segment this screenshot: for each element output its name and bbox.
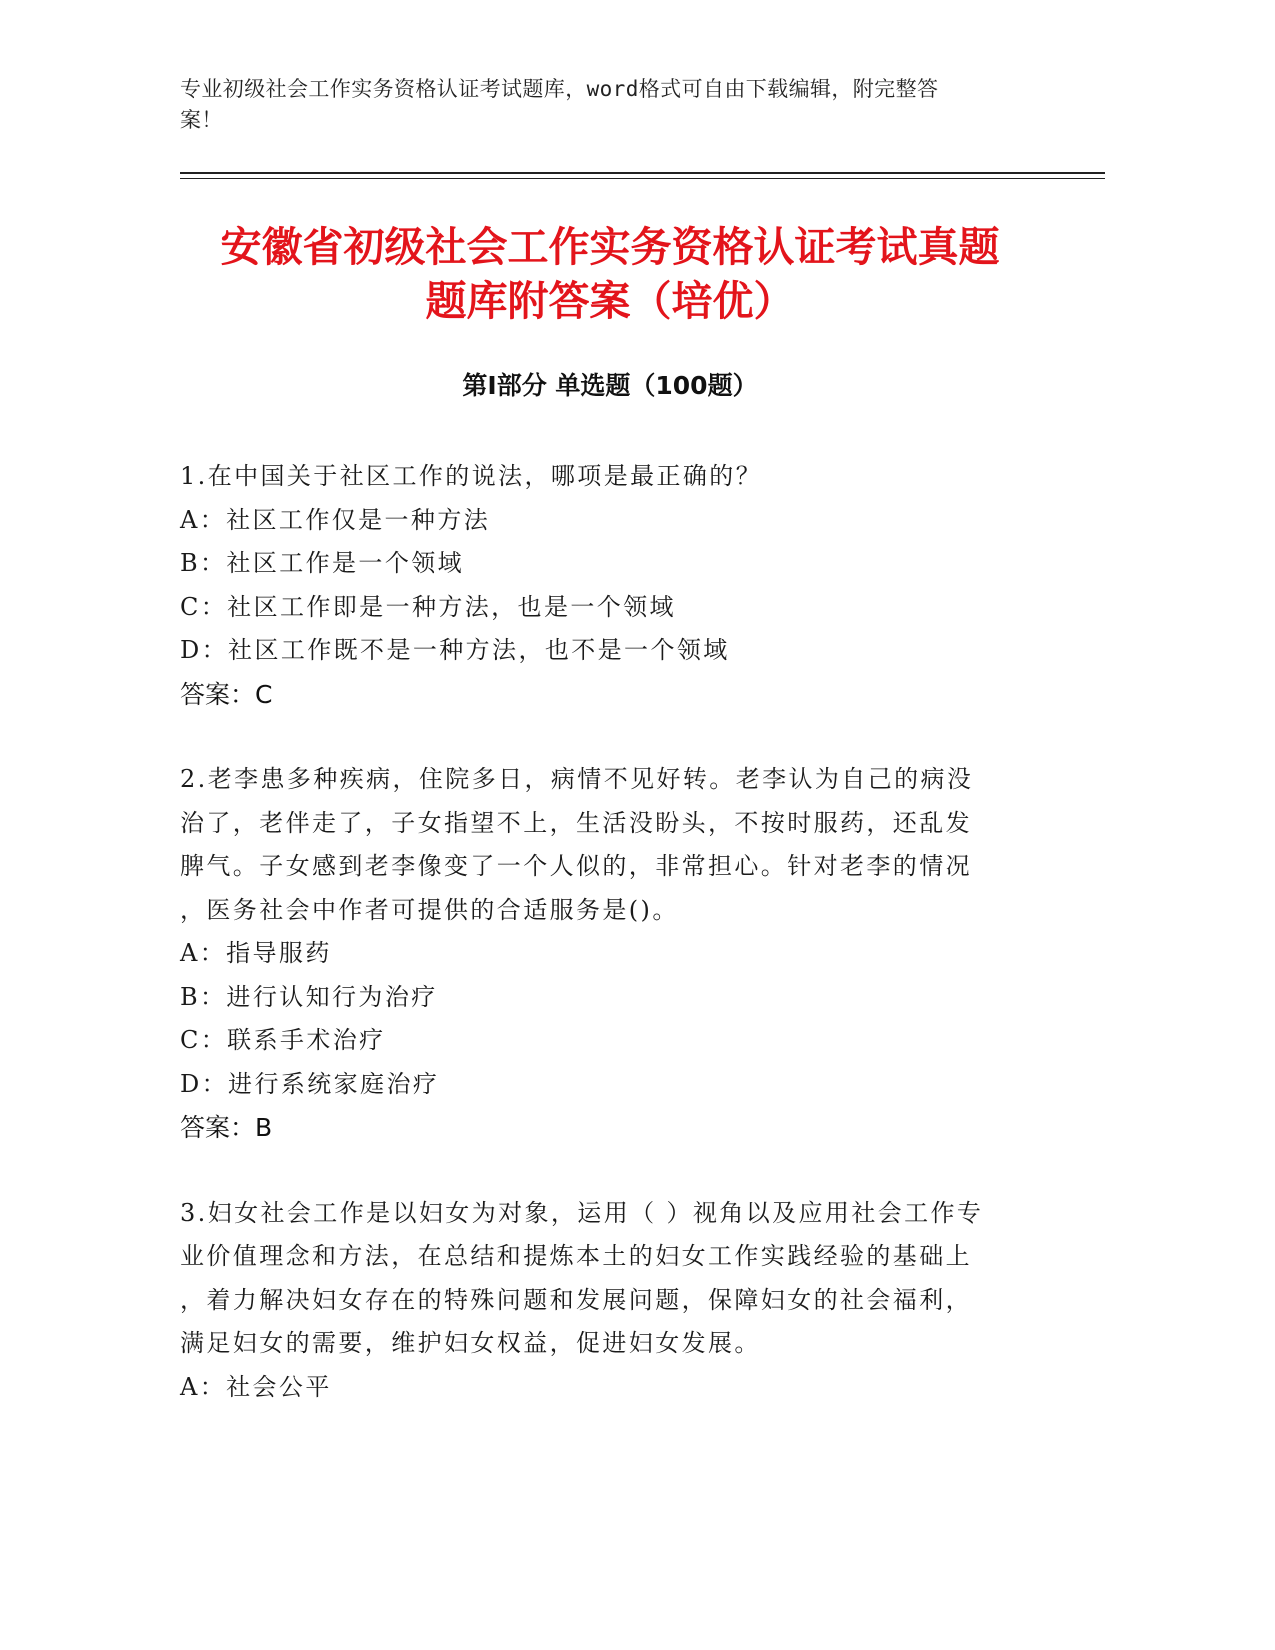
question-stem: 业价值理念和方法，在总结和提炼本土的妇女工作实践经验的基础上 (180, 1242, 972, 1270)
answer: 答案：C (180, 679, 273, 709)
option-b: B：进行认知行为治疗 (180, 982, 438, 1011)
document-title (180, 220, 1040, 328)
header-note (180, 74, 1040, 136)
option-d: D：进行系统家庭治疗 (180, 1069, 440, 1098)
header-note-line-2: 案！ (180, 108, 223, 132)
question-stem: ，着力解决妇女存在的特殊问题和发展问题，保障妇女的社会福利， (180, 1285, 972, 1314)
question-stem: 满足妇女的需要，维护妇女权益，促进妇女发展。 (180, 1329, 761, 1357)
header-rule-thick (180, 172, 1105, 174)
option-c: C：社区工作即是一种方法，也是一个领域 (180, 592, 676, 621)
question-stem: 脾气。子女感到老李像变了一个人似的，非常担心。针对老李的情况 (180, 852, 972, 880)
option-a: A：社会公平 (180, 1372, 332, 1401)
question-stem: ，医务社会中作者可提供的合适服务是()。 (180, 895, 679, 924)
option-b: B：社区工作是一个领域 (180, 549, 465, 577)
header-rule-thin (180, 178, 1105, 179)
option-c: C：联系手术治疗 (180, 1026, 386, 1054)
option-d: D：社区工作既不是一种方法，也不是一个领域 (180, 636, 730, 664)
question-3 (180, 1192, 1040, 1410)
document-title-line-2: 题库附答案（培优） (425, 277, 795, 325)
section-title: 第Ⅰ部分 单选题（100题） (462, 371, 758, 400)
question-1 (180, 455, 1040, 716)
question-stem: 1.在中国关于社区工作的说法，哪项是最正确的？ (180, 462, 763, 490)
question-list (180, 455, 1040, 1451)
header-note-line-1: 专业初级社会工作实务资格认证考试题库，word格式可自由下载编辑，附完整答 (180, 77, 939, 101)
question-stem: 2.老李患多种疾病，住院多日，病情不见好转。老李认为自己的病没 (180, 765, 974, 793)
question-2 (180, 758, 1040, 1150)
option-a: A：指导服药 (180, 939, 332, 967)
question-stem: 3.妇女社会工作是以妇女为对象，运用（ ）视角以及应用社会工作专 (180, 1198, 984, 1227)
question-stem: 治了，老伴走了，子女指望不上，生活没盼头，不按时服药，还乱发 (180, 808, 972, 837)
option-a: A：社区工作仅是一种方法 (180, 505, 491, 534)
answer: 答案：B (180, 1113, 273, 1142)
document-title-line-1: 安徽省初级社会工作实务资格认证考试真题 (220, 223, 1000, 271)
